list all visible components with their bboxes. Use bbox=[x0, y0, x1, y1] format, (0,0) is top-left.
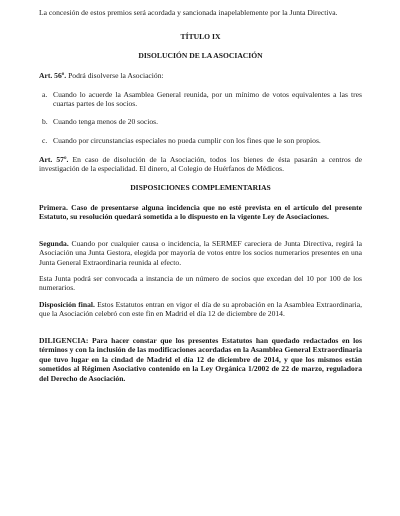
list-marker: b. bbox=[42, 117, 48, 126]
art56-label: Art. 56º. bbox=[39, 71, 67, 80]
segunda-paragraph bbox=[39, 239, 362, 267]
segunda-label: Segunda. bbox=[39, 239, 69, 248]
art56-paragraph bbox=[39, 71, 362, 80]
list-marker: a. bbox=[42, 90, 48, 99]
list-marker: c. bbox=[42, 136, 48, 145]
segunda-text: Cuando por cualquier causa o incidencia, la SERMEF careciera de Junta Directiva, regirá la Asociación una Junta Gestora, elegida por mayoría de votos entre los socios numerarios presentes en una Junta General Extraordinaria reunida al efecto. bbox=[39, 239, 362, 267]
art57-text: En caso de disolución de la Asociación, todos los bienes de ésta pasarán a centros de investigación de la especialidad. El dinero, al Colegio de Huérfanos de Médicos. bbox=[39, 155, 362, 174]
list-item bbox=[39, 136, 362, 146]
art57-paragraph bbox=[39, 155, 362, 174]
final-label: Disposición final. bbox=[39, 300, 95, 309]
disolucion-heading: DISOLUCIÓN DE LA ASOCIACIÓN bbox=[138, 51, 263, 60]
list-text: Cuando tenga menos de 20 socios. bbox=[53, 117, 159, 126]
primera-paragraph: Primera. Caso de presentarse alguna incidencia que no esté prevista en el artículo del presente Estatuto, su resolución quedará sometida a lo dispuesto en la vigente Ley de Asociaciones. bbox=[39, 203, 362, 222]
final-text: Estos Estatutos entran en vigor el día de su aprobación en la Asamblea Extraordinaria, que la Asociación celebró con este fin en Madrid el día 12 de diciembre de 2014. bbox=[39, 300, 362, 319]
final-paragraph bbox=[39, 300, 362, 319]
list-item bbox=[39, 90, 362, 110]
disposiciones-heading: DISPOSICIONES COMPLEMENTARIAS bbox=[130, 183, 271, 192]
list-item bbox=[39, 117, 362, 127]
art57-label: Art. 57º. bbox=[39, 155, 69, 164]
diligencia-paragraph: DILIGENCIA: Para hacer constar que los presentes Estatutos han quedado redactados en los términos y con la inclusión de las modificaciones acordadas en la Asamblea General Extraordinaria que tuvo lugar en la cindad de Madrid el día 12 de diciembre de 2014, y que los mismos están sometidos al Régimen Asociativo contenido en la Ley Orgánica 1/2002 de 22 de marzo, reguladora del Derecho de Asociación. bbox=[39, 336, 362, 383]
junta-paragraph: Esta Junta podrá ser convocada a instancia de un número de socios que excedan del 10 por 100 de los numerarios. bbox=[39, 274, 362, 293]
intro-paragraph: La concesión de estos premios será acordada y sancionada inapelablemente por la Junta Directiva. bbox=[39, 8, 338, 17]
art56-text: Podrá disolverse la Asociación: bbox=[66, 71, 164, 80]
list-text: Cuando por circunstancias especiales no pueda cumplir con los fines que le son propios. bbox=[53, 136, 321, 145]
list-text: Cuando lo acuerde la Asamblea General reunida, por un mínimo de votos equivalentes a las tres cuartas partes de los socios. bbox=[53, 90, 362, 109]
titulo-heading: TÍTULO IX bbox=[180, 32, 221, 41]
